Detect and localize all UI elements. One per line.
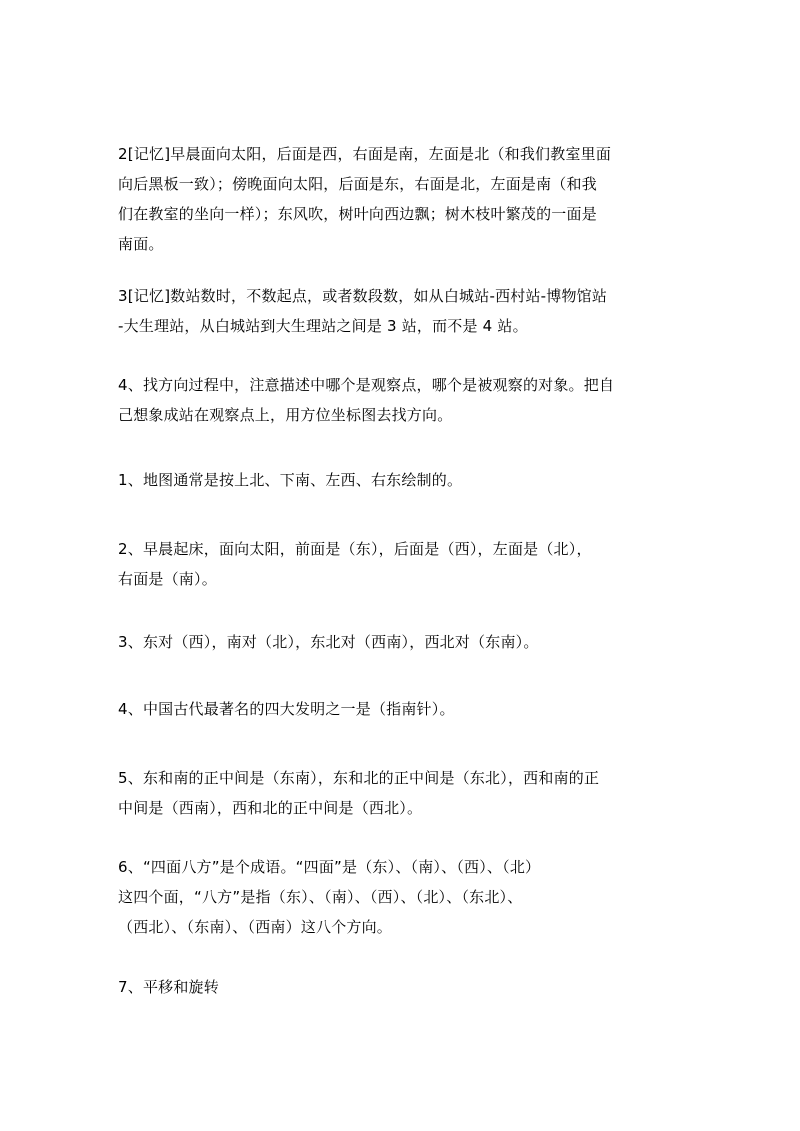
item-map-orientation [118, 465, 684, 495]
text-line: 向后黑板一致）；傍晚面向太阳，后面是东，右面是北，左面是南（和我 [118, 175, 597, 193]
text-line: 中间是（西南），西和北的正中间是（西北）。 [118, 799, 423, 817]
item-opposite-directions [118, 627, 684, 657]
memory-note-stations [118, 281, 684, 341]
item-morning-facing-sun [118, 534, 684, 594]
item-intermediate-directions [118, 763, 684, 823]
text-line: 己想象成站在观察点上，用方位坐标图去找方向。 [118, 406, 453, 424]
text-line: 4、找方向过程中，注意描述中哪个是观察点，哪个是被观察的对象。把自 [118, 376, 615, 394]
note-observation-point [118, 370, 684, 430]
text-line: 4、中国古代最著名的四大发明之一是（指南针）。 [118, 700, 455, 718]
item-translation-rotation [118, 972, 684, 1002]
text-line: 1、地图通常是按上北、下南、左西、右东绘制的。 [118, 471, 463, 489]
text-line: 5、东和南的正中间是（东南），东和北的正中间是（东北），西和南的正 [118, 769, 600, 787]
item-compass-invention [118, 694, 684, 724]
text-line: 2[记忆]早晨面向太阳，后面是西，右面是南，左面是北（和我们教室里面 [118, 145, 612, 163]
text-line: 这四个面，“八方”是指（东）、（南）、（西）、（北）、（东北）、 [118, 888, 523, 906]
memory-note-directions [118, 139, 684, 259]
text-line: 3、东对（西），南对（北），东北对（西南），西北对（东南）。 [118, 633, 539, 651]
text-line: 3[记忆]数站数时，不数起点，或者数段数，如从白城站-西村站-博物馆站 [118, 287, 608, 305]
text-line: 6、“四面八方”是个成语。“四面”是（东）、（南）、（西）、（北） [118, 858, 541, 876]
text-line: -大生理站，从白城站到大生理站之间是 3 站，而不是 4 站。 [118, 317, 528, 335]
text-line: 南面。 [118, 235, 164, 253]
text-line: 右面是（南）。 [118, 570, 217, 588]
text-line: 们在教室的坐向一样）；东风吹，树叶向西边飘；树木枝叶繁茂的一面是 [118, 205, 597, 223]
text-line: 2、早晨起床，面向太阳，前面是（东），后面是（西），左面是（北）， [118, 540, 592, 558]
section-heading: 7、平移和旋转 [118, 978, 219, 996]
item-four-sides-eight-directions [118, 852, 684, 942]
text-line: （西北）、（东南）、（西南）这八个方向。 [118, 918, 393, 936]
